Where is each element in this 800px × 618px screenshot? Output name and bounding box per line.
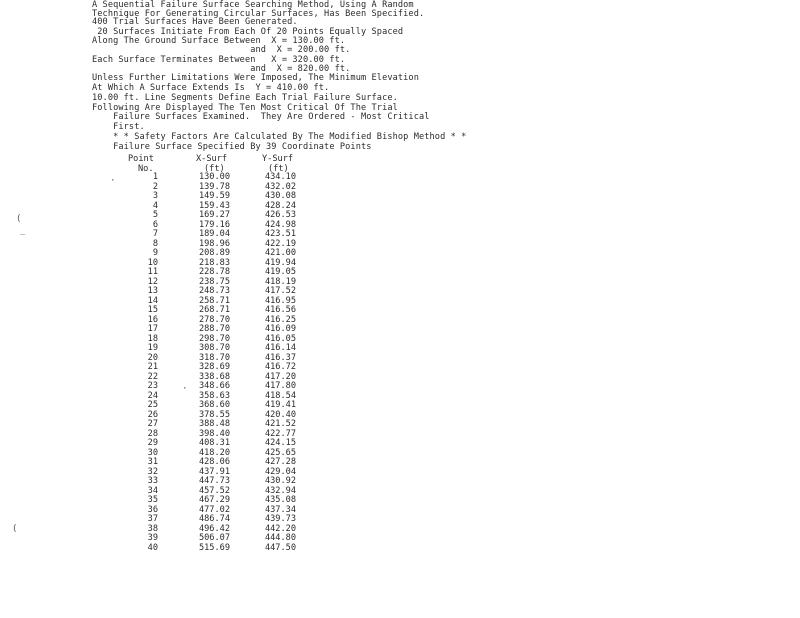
point-number-cell: 26 [147, 409, 158, 420]
x-surf-cell: 189.04 [198, 229, 230, 239]
intro-line: A Sequential Failure Surface Searching Method, Using A Random [92, 0, 414, 10]
y-surf-cell: 426.53 [264, 210, 296, 220]
x-surf-cell: 258.71 [198, 295, 230, 306]
table-row [0, 239, 400, 249]
y-surf-cell: 418.54 [264, 390, 296, 401]
table-row [0, 467, 400, 477]
header-y-surf: Y-Surf [262, 154, 294, 164]
y-surf-cell: 425.65 [264, 447, 296, 458]
table-row [0, 229, 400, 239]
x-surf-cell: 149.59 [198, 191, 230, 201]
point-number-cell: 40 [147, 542, 158, 553]
table-row [0, 391, 400, 401]
intro-line: and X = 820.00 ft. [92, 64, 351, 74]
intro-line: Each Surface Terminates Between X = 320.00 ft. [92, 55, 346, 65]
table-row [0, 172, 400, 182]
x-surf-cell: 437.91 [198, 466, 230, 477]
point-number-cell: 3 [152, 191, 158, 201]
table-row [0, 191, 400, 201]
point-number-cell: 28 [147, 428, 158, 439]
table-row [0, 267, 400, 277]
table-row [0, 543, 400, 553]
y-surf-cell: 442.20 [264, 523, 296, 534]
x-surf-cell: 506.07 [198, 533, 230, 543]
table-row [0, 286, 400, 296]
table-row [0, 438, 400, 448]
point-number-cell: 34 [147, 485, 158, 496]
intro-line: Along The Ground Surface Between X = 130.00 ft. [92, 36, 346, 46]
point-number-cell: 24 [147, 390, 158, 401]
intro-line: Failure Surfaces Examined. They Are Ordered - Most Critical [92, 112, 430, 122]
x-surf-cell: 457.52 [198, 485, 230, 496]
point-number-cell: 9 [152, 248, 158, 258]
x-surf-cell: 278.70 [198, 314, 230, 325]
table-row [0, 457, 400, 467]
table-row [0, 210, 400, 220]
table-row [0, 486, 400, 496]
point-number-cell: 19 [147, 343, 158, 353]
x-surf-cell: 358.63 [198, 390, 230, 401]
y-surf-cell: 416.25 [264, 314, 296, 325]
x-surf-cell: 248.73 [198, 286, 230, 296]
x-surf-cell: 388.48 [198, 419, 230, 429]
point-number-cell: 6 [152, 219, 158, 230]
point-number-cell: 21 [147, 362, 158, 372]
intro-line: * * Safety Factors Are Calculated By The Modified Bishop Method * * [92, 132, 467, 142]
table-row [0, 476, 400, 486]
y-surf-cell: 437.34 [264, 504, 296, 515]
y-surf-cell: 424.98 [264, 219, 296, 230]
x-surf-cell: 139.78 [198, 181, 230, 192]
table-row [0, 381, 400, 391]
table-row [0, 248, 400, 258]
table-row [0, 448, 400, 458]
header-point-no: No. [138, 164, 154, 174]
table-row [0, 182, 400, 192]
table-row [0, 343, 400, 353]
point-number-cell: 22 [147, 371, 158, 382]
table-row [0, 277, 400, 287]
y-surf-cell: 434.10 [264, 172, 296, 182]
y-surf-cell: 428.24 [264, 200, 296, 211]
x-surf-cell: 477.02 [198, 504, 230, 515]
point-number-cell: 23 [147, 381, 158, 391]
point-number-cell: 29 [147, 438, 158, 448]
x-surf-cell: 418.20 [198, 447, 230, 458]
point-number-cell: 5 [152, 210, 158, 220]
x-surf-cell: 318.70 [198, 352, 230, 363]
point-number-cell: 13 [147, 286, 158, 296]
x-surf-cell: 238.75 [198, 276, 230, 287]
table-row [0, 524, 400, 534]
point-number-cell: 2 [152, 181, 158, 192]
point-number-cell: 18 [147, 333, 158, 344]
y-surf-cell: 417.20 [264, 371, 296, 382]
y-surf-cell: 417.52 [264, 286, 296, 296]
point-number-cell: 32 [147, 466, 158, 477]
y-surf-cell: 447.50 [264, 542, 296, 553]
intro-line: First. [92, 122, 145, 132]
table-row [0, 505, 400, 515]
header-x-surf: X-Surf [196, 154, 228, 164]
y-surf-cell: 419.94 [264, 257, 296, 268]
intro-line: 10.00 ft. Line Segments Define Each Trial Failure Surface. [92, 93, 398, 103]
x-surf-cell: 348.66 [198, 381, 230, 391]
point-number-cell: 36 [147, 504, 158, 515]
table-row [0, 353, 400, 363]
point-number-cell: 31 [147, 457, 158, 467]
x-surf-cell: 378.55 [198, 409, 230, 420]
table-row [0, 201, 400, 211]
y-surf-cell: 419.41 [264, 400, 296, 410]
y-surf-cell: 420.40 [264, 409, 296, 420]
table-row [0, 429, 400, 439]
y-surf-cell: 416.09 [264, 324, 296, 334]
header-y-unit: (ft) [268, 164, 289, 174]
x-surf-cell: 169.27 [198, 210, 230, 220]
scan-mark-dot: · [110, 176, 116, 186]
table-row [0, 296, 400, 306]
x-surf-cell: 198.96 [198, 238, 230, 249]
x-surf-cell: 159.43 [198, 200, 230, 211]
intro-line: 20 Surfaces Initiate From Each Of 20 Points Equally Spaced [92, 27, 404, 37]
intro-line: 400 Trial Surfaces Have Been Generated. [92, 17, 298, 27]
table-row [0, 334, 400, 344]
point-number-cell: 8 [152, 238, 158, 249]
point-number-cell: 10 [147, 257, 158, 268]
y-surf-cell: 423.51 [264, 229, 296, 239]
x-surf-cell: 228.78 [198, 267, 230, 277]
y-surf-cell: 421.00 [264, 248, 296, 258]
point-number-cell: 7 [152, 229, 158, 239]
table-row [0, 533, 400, 543]
x-surf-cell: 328.69 [198, 362, 230, 372]
point-number-cell: 37 [147, 514, 158, 524]
point-number-cell: 39 [147, 533, 158, 543]
scan-mark-left-top: ( [16, 214, 22, 224]
x-surf-cell: 467.29 [198, 495, 230, 505]
x-surf-cell: 398.40 [198, 428, 230, 439]
scan-mark-dot-2: · [182, 384, 188, 394]
point-number-cell: 16 [147, 314, 158, 325]
y-surf-cell: 416.14 [264, 343, 296, 353]
x-surf-cell: 308.70 [198, 343, 230, 353]
x-surf-cell: 288.70 [198, 324, 230, 334]
x-surf-cell: 218.83 [198, 257, 230, 268]
x-surf-cell: 368.60 [198, 400, 230, 410]
y-surf-cell: 435.08 [264, 495, 296, 505]
table-row [0, 324, 400, 334]
point-number-cell: 33 [147, 476, 158, 486]
intro-line: At Which A Surface Extends Is Y = 410.00 ft. [92, 83, 330, 93]
x-surf-cell: 268.71 [198, 305, 230, 315]
y-surf-cell: 439.73 [264, 514, 296, 524]
y-surf-cell: 427.28 [264, 457, 296, 467]
y-surf-cell: 432.94 [264, 485, 296, 496]
y-surf-cell: 429.04 [264, 466, 296, 477]
y-surf-cell: 422.19 [264, 238, 296, 249]
x-surf-cell: 496.42 [198, 523, 230, 534]
point-number-cell: 30 [147, 447, 158, 458]
table-row [0, 305, 400, 315]
scan-mark-left-dash: _ [20, 226, 26, 236]
x-surf-cell: 447.73 [198, 476, 230, 486]
point-number-cell: 20 [147, 352, 158, 363]
x-surf-cell: 408.31 [198, 438, 230, 448]
intro-line: Unless Further Limitations Were Imposed, The Minimum Elevation [92, 73, 419, 83]
y-surf-cell: 430.92 [264, 476, 296, 486]
point-number-cell: 4 [152, 200, 158, 211]
table-row [0, 362, 400, 372]
header-point: Point [128, 154, 154, 164]
point-number-cell: 25 [147, 400, 158, 410]
x-surf-cell: 179.16 [198, 219, 230, 230]
table-row [0, 372, 400, 382]
table-row [0, 495, 400, 505]
y-surf-cell: 416.05 [264, 333, 296, 344]
point-number-cell: 38 [147, 523, 158, 534]
y-surf-cell: 418.19 [264, 276, 296, 287]
y-surf-cell: 416.72 [264, 362, 296, 372]
y-surf-cell: 416.37 [264, 352, 296, 363]
table-row [0, 258, 400, 268]
x-surf-cell: 298.70 [198, 333, 230, 344]
table-row [0, 514, 400, 524]
point-number-cell: 14 [147, 295, 158, 306]
intro-line: Technique For Generating Circular Surfaces, Has Been Specified. [92, 9, 425, 19]
table-row [0, 315, 400, 325]
table-row [0, 400, 400, 410]
y-surf-cell: 422.77 [264, 428, 296, 439]
intro-line: and X = 200.00 ft. [92, 45, 351, 55]
y-surf-cell: 419.05 [264, 267, 296, 277]
x-surf-cell: 130.00 [198, 172, 230, 182]
scan-mark-left-bottom: ( [12, 524, 18, 534]
x-surf-cell: 486.74 [198, 514, 230, 524]
point-number-cell: 35 [147, 495, 158, 505]
x-surf-cell: 208.89 [198, 248, 230, 258]
x-surf-cell: 338.68 [198, 371, 230, 382]
table-row [0, 220, 400, 230]
header-x-unit: (ft) [204, 164, 225, 174]
point-number-cell: 12 [147, 276, 158, 287]
point-number-cell: 11 [147, 267, 158, 277]
intro-line: Failure Surface Specified By 39 Coordinate Points [92, 142, 372, 152]
y-surf-cell: 430.08 [264, 191, 296, 201]
y-surf-cell: 424.15 [264, 438, 296, 448]
y-surf-cell: 444.80 [264, 533, 296, 543]
point-number-cell: 15 [147, 305, 158, 315]
y-surf-cell: 416.56 [264, 305, 296, 315]
x-surf-cell: 428.06 [198, 457, 230, 467]
table-row [0, 419, 400, 429]
y-surf-cell: 417.80 [264, 381, 296, 391]
point-number-cell: 1 [152, 172, 158, 182]
y-surf-cell: 432.02 [264, 181, 296, 192]
intro-line: Following Are Displayed The Ten Most Critical Of The Trial [92, 103, 398, 113]
point-number-cell: 17 [147, 324, 158, 334]
y-surf-cell: 421.52 [264, 419, 296, 429]
y-surf-cell: 416.95 [264, 295, 296, 306]
x-surf-cell: 515.69 [198, 542, 230, 553]
point-number-cell: 27 [147, 419, 158, 429]
table-row [0, 410, 400, 420]
